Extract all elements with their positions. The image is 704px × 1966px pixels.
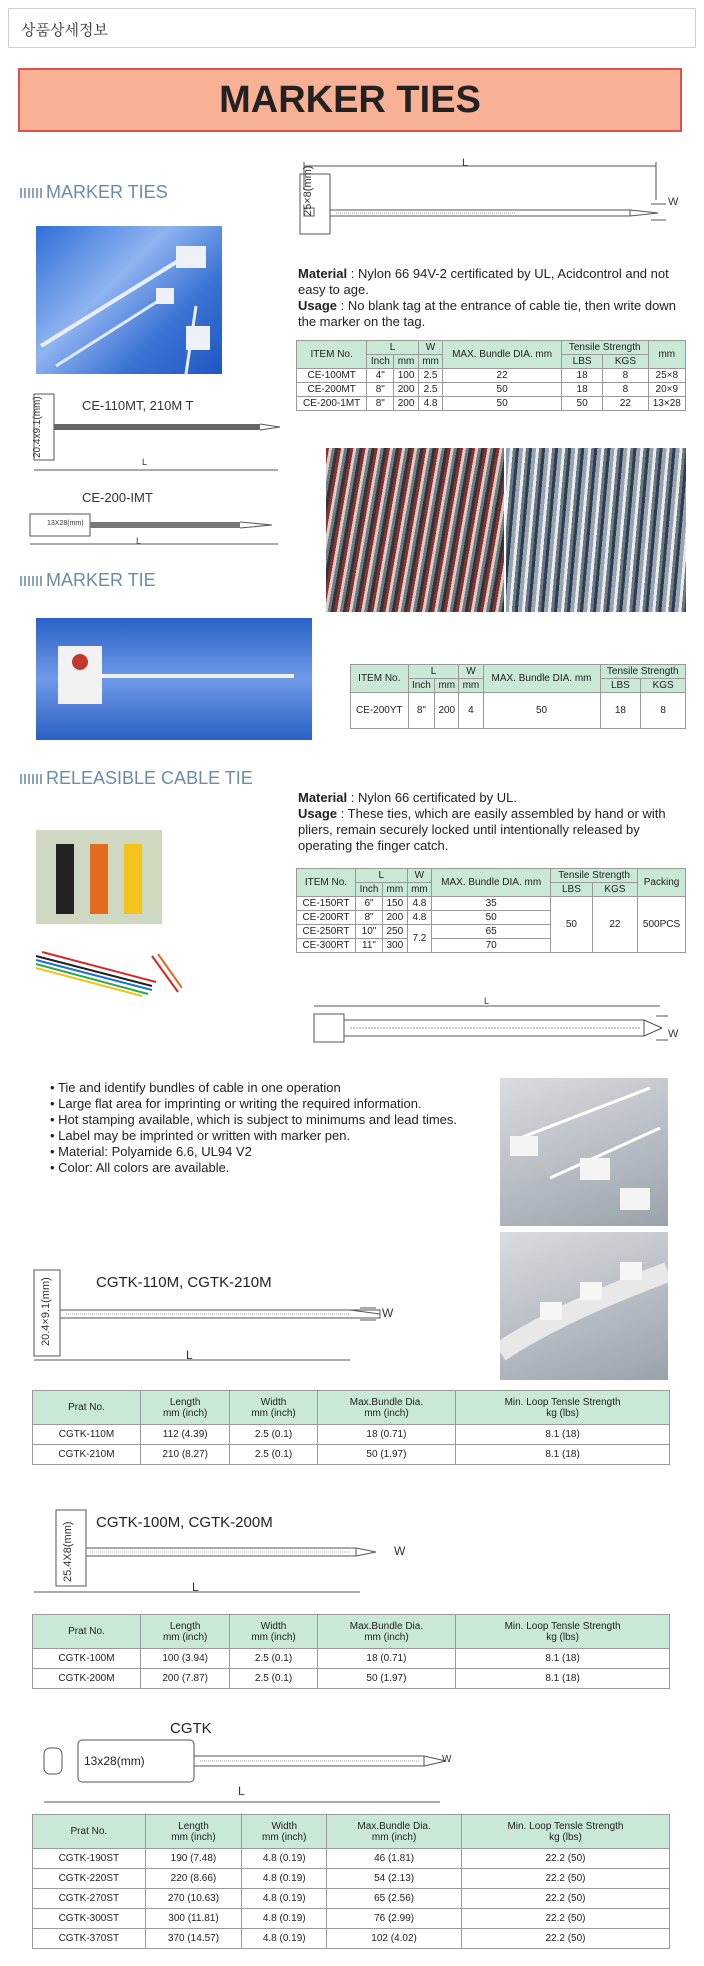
table-cell: CGTK-200M (33, 1669, 141, 1689)
table-cell: Max.Bundle Dia. mm (inch) (317, 1391, 455, 1425)
section-bars-icon (20, 774, 42, 784)
table-cell: 270 (10.63) (145, 1889, 242, 1909)
table-row (33, 1909, 670, 1929)
table-cell: 50 (443, 383, 562, 397)
dim-length-label: L (462, 157, 469, 169)
table-cell: 4.8 (0.19) (242, 1889, 327, 1909)
list-item: • Tie and identify bundles of cable in one operation (50, 1080, 490, 1096)
table-cell: 18 (561, 383, 602, 397)
table-cell: 65 (432, 925, 551, 939)
section-title-releasible (20, 768, 253, 789)
table-cell: 8 (603, 369, 648, 383)
table-cell: 8" (355, 911, 382, 925)
tag-size-label-3: 13X28(mm) (47, 520, 84, 527)
tags-illustration (500, 1078, 668, 1226)
table-cell: ITEM No. (297, 869, 356, 897)
list-item: • Material: Polyamide 6.6, UL94 V2 (50, 1144, 490, 1160)
table-cell: 200 (383, 911, 408, 925)
table-cell: 35 (432, 897, 551, 911)
cgtk-table-1 (32, 1390, 670, 1465)
section-title-marker-tie (20, 570, 156, 591)
spec-table-1 (296, 340, 686, 411)
diagram-caption-cgtk: CGTK (170, 1720, 212, 1737)
table-cell: L (355, 869, 407, 883)
dim-length-label-6: L (192, 1580, 199, 1594)
description-3: Material : Nylon 66 certificated by UL. Usage : These ties, which are easily assembled by hand or with pliers, remain securely locked until intentionally released by operating the finger catch. (298, 790, 666, 853)
table-cell: Inch (367, 355, 394, 369)
table-cell: 4.8 (407, 911, 432, 925)
table-header-row (33, 1391, 670, 1425)
table-cell: 4.8 (0.19) (242, 1909, 327, 1929)
table-cell: CE-300RT (297, 939, 356, 953)
table-cell: 8" (367, 397, 394, 411)
wiring-photo-1 (326, 448, 504, 612)
table-cell: 25×8 (648, 369, 685, 383)
table-cell: 100 (394, 369, 418, 383)
cgtk-table-3 (32, 1814, 670, 1949)
table-cell: 22.2 (50) (461, 1889, 669, 1909)
table-cell: 4" (367, 369, 394, 383)
table-cell: CGTK-210M (33, 1445, 141, 1465)
section-bars-icon (20, 188, 42, 198)
table-cell: KGS (592, 883, 637, 897)
tag-size-label-6: 25.4X8(mm) (62, 1521, 74, 1582)
spec-table-3 (296, 868, 686, 953)
ce-200-imt-diagram (28, 508, 288, 552)
table-cell: Width mm (inch) (230, 1391, 317, 1425)
table-cell: mm (648, 341, 685, 369)
dim-width-label-6: W (394, 1544, 406, 1558)
table-cell: 112 (4.39) (140, 1425, 229, 1445)
dim-width-label-7: W (442, 1754, 452, 1765)
tag-size-label-5: 20.4×9.1(mm) (40, 1277, 52, 1346)
table-cell: 100 (3.94) (140, 1649, 229, 1669)
table-row (33, 1445, 670, 1465)
table-row (33, 1929, 670, 1949)
table-cell: 220 (8.66) (145, 1869, 242, 1889)
table-cell: 6" (355, 897, 382, 911)
table-row (351, 693, 686, 729)
table-cell: 11" (355, 939, 382, 953)
table-cell: MAX. Bundle DIA. mm (483, 665, 600, 693)
table-cell: LBS (561, 355, 602, 369)
yt-tie-illustration (36, 618, 312, 740)
table-cell: L (408, 665, 459, 679)
table-header-row (297, 341, 686, 355)
table-cell: 200 (394, 383, 418, 397)
cgtk-110m-diagram (30, 1266, 410, 1364)
table-cell: 8" (367, 383, 394, 397)
list-item: • Hot stamping available, which is subject to minimums and lead times. (50, 1112, 490, 1128)
table-cell: Tensile Strength (561, 341, 648, 355)
table-cell: 4.8 (407, 897, 432, 911)
table-cell: Max.Bundle Dia. mm (inch) (327, 1815, 462, 1849)
table-cell: 50 (483, 693, 600, 729)
table-cell: LBS (600, 679, 641, 693)
table-cell: LBS (551, 883, 593, 897)
table-header-row (33, 1615, 670, 1649)
description-1: Material : Nylon 66 94V-2 certificated by UL, Acidcontrol and not easy to age. Usage : No blank tag at the entrance of cable tie, then write down the marker on the tag. (298, 266, 676, 329)
table-cell: 22 (592, 897, 637, 953)
table-cell: 8 (603, 383, 648, 397)
table-cell: ITEM No. (297, 341, 367, 369)
table-cell: 8.1 (18) (456, 1425, 670, 1445)
marker-tie-dimension-diagram (296, 160, 686, 240)
table-cell: 2.5 (0.1) (230, 1669, 317, 1689)
table-cell: 18 (0.71) (317, 1425, 455, 1445)
table-cell: 102 (4.02) (327, 1929, 462, 1949)
table-cell: 250 (383, 925, 408, 939)
table-cell: CE-150RT (297, 897, 356, 911)
table-cell: 2.5 (418, 369, 442, 383)
table-cell: Min. Loop Tensle Strength kg (lbs) (456, 1391, 670, 1425)
cable-ties-illustration (36, 226, 222, 374)
table-cell: L (367, 341, 418, 355)
table-cell: CGTK-300ST (33, 1909, 146, 1929)
table-cell: 22 (603, 397, 648, 411)
table-cell: 70 (432, 939, 551, 953)
dim-width-label-5: W (382, 1306, 394, 1320)
table-cell: Inch (355, 883, 382, 897)
table-cell: 190 (7.48) (145, 1849, 242, 1869)
table-cell: 13×28 (648, 397, 685, 411)
feature-list (50, 1080, 490, 1176)
table-cell: 18 (0.71) (317, 1649, 455, 1669)
table-cell: 8.1 (18) (456, 1649, 670, 1669)
diagram-caption-ce-110mt: CE-110MT, 210M T (82, 398, 194, 413)
table-cell: Length mm (inch) (140, 1615, 229, 1649)
ce-110mt-diagram (28, 392, 288, 472)
section-title-marker-ties (20, 182, 168, 203)
table-cell: CE-200RT (297, 911, 356, 925)
table-cell: 7.2 (407, 925, 432, 953)
table-row (33, 1869, 670, 1889)
table-cell: 4.8 (0.19) (242, 1869, 327, 1889)
table-cell: CGTK-100M (33, 1649, 141, 1669)
table-cell: KGS (641, 679, 686, 693)
section-label: MARKER TIE (46, 570, 156, 590)
table-cell: Min. Loop Tensle Strength kg (lbs) (456, 1615, 670, 1649)
dim-length-label-7: L (238, 1784, 245, 1798)
table-header-row (33, 1815, 670, 1849)
diagram-caption-ce-200-imt: CE-200-IMT (82, 490, 153, 505)
table-cell: 4 (459, 693, 483, 729)
table-cell: Max.Bundle Dia. mm (inch) (317, 1615, 455, 1649)
table-cell: 22.2 (50) (461, 1849, 669, 1869)
table-cell: 10" (355, 925, 382, 939)
dim-length-label-2: L (142, 457, 148, 467)
table-cell: 4.8 (418, 397, 442, 411)
table-cell: 2.5 (418, 383, 442, 397)
tag-size-label-2: 20.4x9.1(mm) (32, 396, 43, 458)
section-bars-icon (20, 576, 42, 586)
table-cell: 18 (600, 693, 641, 729)
cgtk-table-2 (32, 1614, 670, 1689)
table-cell: mm (435, 679, 459, 693)
table-cell: 50 (1.97) (317, 1669, 455, 1689)
table-cell: 8 (641, 693, 686, 729)
table-row (33, 1425, 670, 1445)
table-cell: MAX. Bundle DIA. mm (432, 869, 551, 897)
marker-tie-yt-photo (36, 618, 312, 740)
table-cell: mm (383, 883, 408, 897)
table-cell: mm (394, 355, 418, 369)
table-cell: mm (407, 883, 432, 897)
marker-ties-photo (36, 226, 222, 374)
table-cell: CGTK-220ST (33, 1869, 146, 1889)
dim-length-label-4: L (484, 996, 490, 1006)
colored-ties-illustration (32, 946, 182, 998)
dim-width-label-4: W (668, 1028, 679, 1040)
table-cell: Tensile Strength (600, 665, 686, 679)
dim-width-label: W (668, 196, 679, 208)
table-cell: Tensile Strength (551, 869, 638, 883)
table-cell: 4.8 (0.19) (242, 1929, 327, 1949)
dim-length-label-5: L (186, 1348, 193, 1362)
table-cell: CGTK-370ST (33, 1929, 146, 1949)
list-item: • Label may be imprinted or written with marker pen. (50, 1128, 490, 1144)
list-item: • Large flat area for imprinting or writing the required information. (50, 1096, 490, 1112)
table-cell: 65 (2.56) (327, 1889, 462, 1909)
table-cell: CGTK-190ST (33, 1849, 146, 1869)
releasible-tie-diagram (310, 998, 690, 1054)
list-item: • Color: All colors are available. (50, 1160, 490, 1176)
table-cell: 50 (443, 397, 562, 411)
section-label: MARKER TIES (46, 182, 168, 202)
table-cell: MAX. Bundle DIA. mm (443, 341, 562, 369)
table-cell: 76 (2.99) (327, 1909, 462, 1929)
product-detail-header: 상품상세정보 (8, 8, 696, 48)
table-row (33, 1649, 670, 1669)
table-cell: 2.5 (0.1) (230, 1425, 317, 1445)
table-cell: 370 (14.57) (145, 1929, 242, 1949)
table-cell: 300 (11.81) (145, 1909, 242, 1929)
cgtk-100m-diagram (30, 1504, 410, 1598)
table-cell: CGTK-110M (33, 1425, 141, 1445)
table-cell: Width mm (inch) (242, 1815, 327, 1849)
table-cell: CE-100MT (297, 369, 367, 383)
table-cell: W (418, 341, 442, 355)
tags-on-cable-illustration (500, 1232, 668, 1380)
table-cell: Min. Loop Tensle Strength kg (lbs) (461, 1815, 669, 1849)
table-cell: 8.1 (18) (456, 1669, 670, 1689)
table-cell: Inch (408, 679, 435, 693)
table-cell: 50 (1.97) (317, 1445, 455, 1465)
table-row (297, 369, 686, 383)
releasible-tie-photo (36, 830, 162, 924)
table-cell: Prat No. (33, 1615, 141, 1649)
table-cell: 18 (561, 369, 602, 383)
cgtk-diagram (40, 1736, 460, 1808)
table-cell: Length mm (inch) (145, 1815, 242, 1849)
table-cell: KGS (603, 355, 648, 369)
table-cell: 22.2 (50) (461, 1869, 669, 1889)
spec-table-2 (350, 664, 686, 729)
table-cell: 50 (561, 397, 602, 411)
table-cell: 22 (443, 369, 562, 383)
table-row (297, 897, 686, 911)
tie-heads-illustration (36, 830, 162, 924)
diagram-caption-cgtk-100m: CGTK-100M, CGTK-200M (96, 1514, 273, 1531)
table-cell: 200 (7.87) (140, 1669, 229, 1689)
table-cell: mm (418, 355, 442, 369)
table-cell: 4.8 (0.19) (242, 1849, 327, 1869)
section-label: RELEASIBLE CABLE TIE (46, 768, 253, 788)
table-cell: Packing (638, 869, 686, 897)
table-cell: 46 (1.81) (327, 1849, 462, 1869)
table-row (33, 1849, 670, 1869)
table-row (33, 1669, 670, 1689)
table-cell: CGTK-270ST (33, 1889, 146, 1909)
table-cell: 54 (2.13) (327, 1869, 462, 1889)
table-cell: 2.5 (0.1) (230, 1445, 317, 1465)
table-header-row (351, 665, 686, 679)
table-cell: CE-200-1MT (297, 397, 367, 411)
table-cell: 210 (8.27) (140, 1445, 229, 1465)
table-cell: 22.2 (50) (461, 1929, 669, 1949)
table-header-row (297, 869, 686, 883)
table-cell: 50 (432, 911, 551, 925)
tag-size-label-7: 13x28(mm) (84, 1754, 145, 1768)
table-cell: W (407, 869, 432, 883)
table-cell: ITEM No. (351, 665, 409, 693)
table-cell: 200 (435, 693, 459, 729)
table-cell: 8" (408, 693, 435, 729)
table-cell: Prat No. (33, 1391, 141, 1425)
table-cell: CE-250RT (297, 925, 356, 939)
page-title-banner: MARKER TIES (18, 68, 682, 132)
table-cell: 500PCS (638, 897, 686, 953)
table-row (297, 397, 686, 411)
table-cell: W (459, 665, 483, 679)
table-cell: 300 (383, 939, 408, 953)
tag-size-label: 25×8(mm) (302, 165, 314, 216)
table-cell: 50 (551, 897, 593, 953)
table-cell: Length mm (inch) (140, 1391, 229, 1425)
marker-tags-photo-2 (500, 1232, 668, 1380)
table-row (33, 1889, 670, 1909)
dim-length-label-3: L (136, 536, 142, 546)
diagram-caption-cgtk-110m: CGTK-110M, CGTK-210M (96, 1274, 272, 1291)
table-cell: 20×9 (648, 383, 685, 397)
table-cell: CE-200YT (351, 693, 409, 729)
wiring-photo-2 (506, 448, 686, 612)
table-cell: 200 (394, 397, 418, 411)
table-cell: Prat No. (33, 1815, 146, 1849)
table-cell: mm (459, 679, 483, 693)
table-cell: Width mm (inch) (230, 1615, 317, 1649)
marker-tags-photo-1 (500, 1078, 668, 1226)
table-cell: 8.1 (18) (456, 1445, 670, 1465)
table-cell: 22.2 (50) (461, 1909, 669, 1929)
table-cell: 150 (383, 897, 408, 911)
table-cell: CE-200MT (297, 383, 367, 397)
table-row (297, 383, 686, 397)
table-cell: 2.5 (0.1) (230, 1649, 317, 1669)
